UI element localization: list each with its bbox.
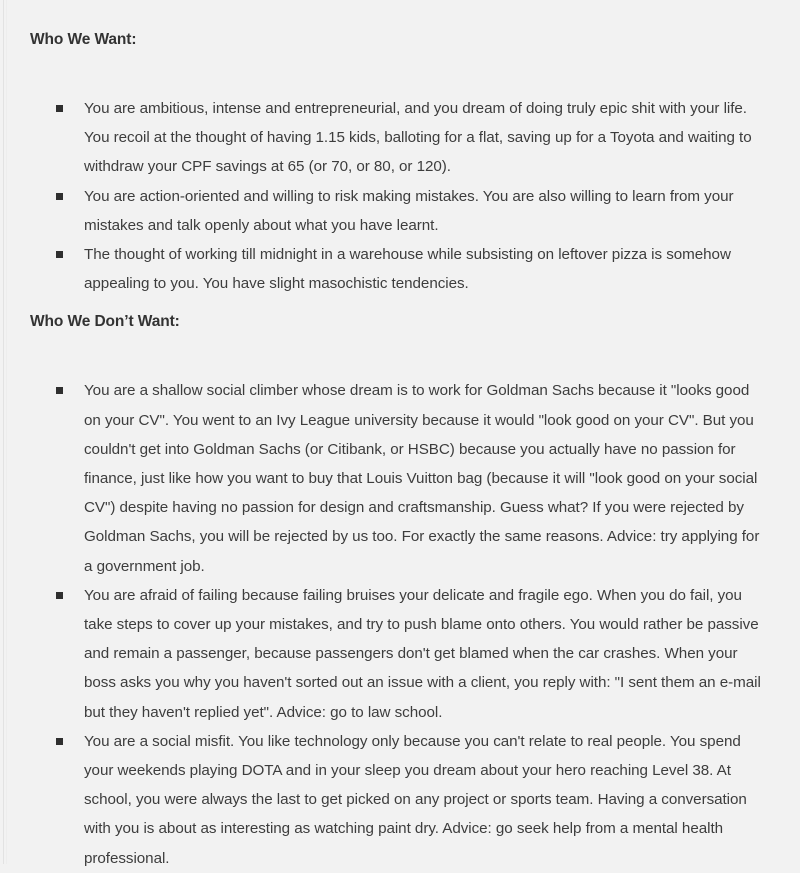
list-item-text: You are afraid of failing because failing bruises your delicate and fragile ego. When you do fail, you take steps to cover up your mistakes, and try to push blame onto others. You would rather be passive and remain a passenger, because passengers don't get blamed when the car crashes. When your boss asks you why you haven't sorted out an issue with a client, you reply with: "I sent them an e-mail but they haven't replied yet". Advice: go to law school. bbox=[84, 586, 761, 721]
list-item bbox=[56, 182, 770, 240]
list-item-text: You are a social misfit. You like technology only because you can't relate to real people. You spend your weekends playing DOTA and in your sleep you dream about your hero reaching Level 38. At school, you were always the last to get picked on any project or sports team. Having a conversation with you is about as interesting as watching paint dry. Advice: go seek help from a mental health professional. bbox=[84, 732, 747, 867]
list-item-text: You are action-oriented and willing to risk making mistakes. You are also willing to learn from your mistakes and talk openly about what you have learnt. bbox=[84, 187, 734, 234]
who-we-dont-want-list bbox=[30, 376, 770, 872]
square-bullet-icon bbox=[56, 387, 63, 394]
list-item-text: The thought of working till midnight in a warehouse while subsisting on leftover pizza is somehow appealing to you. You have slight masochistic tendencies. bbox=[84, 246, 731, 293]
list-item bbox=[56, 240, 770, 298]
list-item bbox=[56, 581, 770, 727]
page-title-who-we-dont-want: Who We Don’t Want: bbox=[30, 313, 180, 331]
list-item-text: You are ambitious, intense and entrepreneurial, and you dream of doing truly epic shit with your life. You recoil at the thought of having 1.15 kids, balloting for a flat, saving up for a Toyota and waiting to withdraw your CPF savings at 65 (or 70, or 80, or 120). bbox=[84, 100, 752, 176]
square-bullet-icon bbox=[56, 193, 63, 200]
square-bullet-icon bbox=[56, 105, 63, 112]
square-bullet-icon bbox=[56, 738, 63, 745]
square-bullet-icon bbox=[56, 251, 63, 258]
list-item bbox=[56, 94, 770, 182]
square-bullet-icon bbox=[56, 592, 63, 599]
list-item-text: You are a shallow social climber whose dream is to work for Goldman Sachs because it "looks good on your CV". You went to an Ivy League university because it would "look good on your CV". But you couldn't get into Goldman Sachs (or Citibank, or HSBC) because you actually have no passion for finance, just like how you want to buy that Louis Vuitton bag (because it will "look good on your social CV") despite having no passion for design and craftsmanship. Guess what? If you were rejected by Goldman Sachs, you will be rejected by us too. For exactly the same reasons. Advice: try applying for a government job. bbox=[84, 382, 760, 575]
who-we-want-list bbox=[30, 94, 770, 298]
list-item bbox=[56, 727, 770, 873]
list-item bbox=[56, 376, 770, 580]
page-title-who-we-want: Who We Want: bbox=[30, 31, 137, 48]
